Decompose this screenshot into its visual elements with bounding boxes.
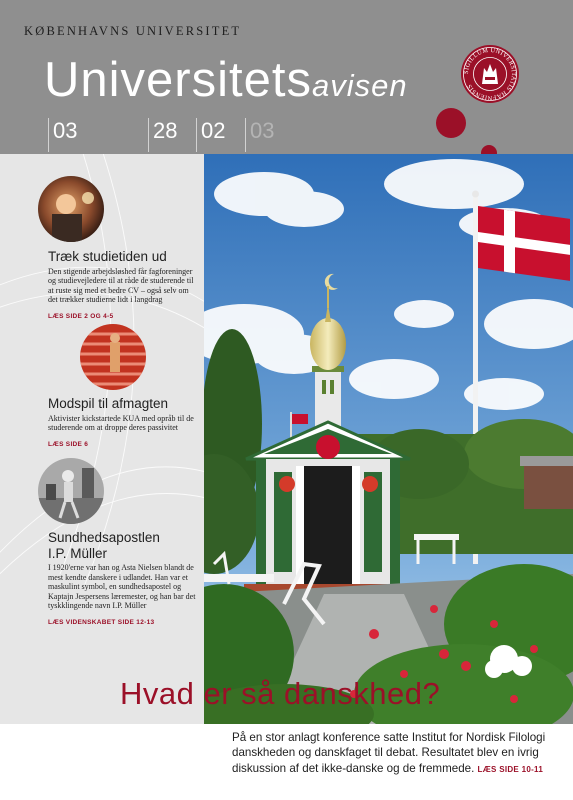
cover-photo[interactable] — [204, 154, 573, 724]
caption-text: På en stor anlagt konference satte Institut for Nordisk Filologi danskheden og danskfaget til debat. Resultatet blev en ivrig diskussion af det ikke-danske og de fremmede. — [232, 731, 546, 775]
teaser-page-link[interactable]: LÆS SIDE 6 — [48, 440, 89, 448]
teaser-page-link[interactable]: LÆS SIDE 2 OG 4-5 — [48, 312, 114, 320]
title-main: Universitets — [44, 53, 312, 107]
university-name: KØBENHAVNS UNIVERSITET — [24, 24, 242, 38]
title-sub: avisen — [311, 68, 408, 103]
issue-number: 03 — [53, 118, 78, 143]
teaser-text: Den stigende arbejdsløshed får fagforeninger og studievejledere til at råde de studerende til at ruste sig med et bedre CV – også selv om det trækker studierne lidt i langdrag — [48, 266, 194, 305]
issue-divider — [245, 118, 246, 152]
teaser-item[interactable] — [48, 530, 198, 626]
masthead — [0, 0, 573, 154]
svg-text:SIGILLUM UNIVERSITATIS HAFNIEN: SIGILLUM UNIVERSITATIS HAFNIENSIS — [462, 46, 518, 102]
caption-page-link[interactable]: LÆS SIDE 10-11 — [477, 764, 544, 774]
teaser-text: Aktivister kickstartede KUA med opråb til de studerende om at droppe deres passivitet — [48, 413, 194, 433]
teaser-title: Træk studietiden ud — [48, 249, 167, 264]
teaser-item[interactable] — [48, 396, 198, 448]
teaser-thumbnail[interactable] — [38, 458, 104, 524]
teaser-page-link[interactable]: LÆS VIDENSKABET SIDE 12-13 — [48, 619, 155, 626]
teaser-title: Sundhedsapostlen I.P. Müller — [48, 530, 160, 561]
teaser-thumbnail[interactable] — [80, 324, 146, 390]
decorative-dot — [436, 108, 466, 138]
teaser-column — [0, 154, 204, 724]
teaser-title: Modspil til afmagten — [48, 396, 169, 411]
issue-divider — [48, 118, 49, 152]
teaser-thumbnail[interactable] — [38, 176, 104, 242]
cover-headline[interactable]: Hvad er så danskhed? — [120, 676, 441, 711]
issue-month: 02 — [201, 118, 226, 143]
teaser-item[interactable] — [48, 249, 198, 320]
issue-divider — [196, 118, 197, 152]
teaser-text: I 1920'erne var han og Asta Nielsen blandt de mest kendte danskere i udlandet. Han var et maskulint symbol, en sundhedsapostel og Kaptajn Jespersens læremester, og han bar det tyskklingende navn I.P. Müller — [48, 563, 196, 611]
issue-divider — [148, 118, 149, 152]
issue-day: 28 — [153, 118, 178, 143]
cover-caption — [232, 730, 564, 776]
issue-year: 03 — [250, 118, 275, 143]
newspaper-title — [44, 53, 408, 107]
university-seal-icon — [460, 44, 520, 104]
